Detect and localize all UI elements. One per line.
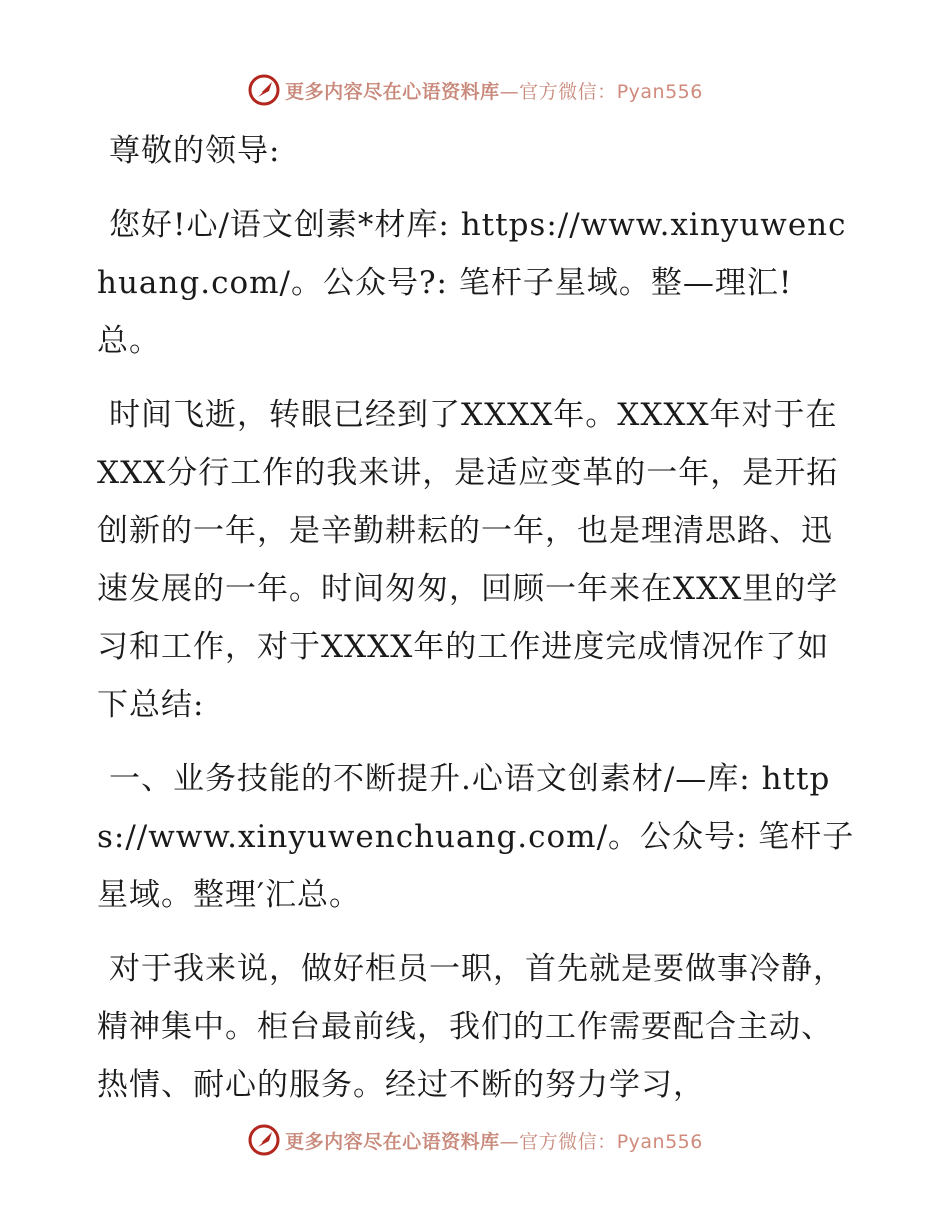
greeting-paragraph: 您好!心/语文创素*材库: https://www.xinyuwenchuang.com/。公众号?: 笔杆子星域。整—理汇! 总。 <box>97 207 847 359</box>
section-heading: 一、业务技能的不断提升.心语文创素材/—库: https://www.xinyuwenchuang.com/。公众号: 笔杆子星域。整理′汇总。 <box>97 761 855 913</box>
banner-wechat-id: Pyan556 <box>616 1130 703 1153</box>
quill-logo-icon <box>247 73 281 107</box>
banner-official: 官方微信： <box>519 1130 617 1153</box>
banner-wechat-id: Pyan556 <box>616 80 703 103</box>
banner-dash: — <box>499 1130 520 1153</box>
banner-brand: 更多内容尽在心语资料库 <box>285 80 500 103</box>
quill-logo-icon <box>247 1123 281 1157</box>
banner-brand: 更多内容尽在心语资料库 <box>285 1130 500 1153</box>
body-paragraph: 对于我来说，做好柜员一职，首先就是要做事冷静，精神集中。柜台最前线，我们的工作需要配合主动、热情、耐心的服务。经过不断的努力学习， <box>97 951 845 1103</box>
banner-dash: — <box>499 80 520 103</box>
banner-text <box>285 77 703 104</box>
banner-official: 官方微信： <box>519 80 617 103</box>
header-banner <box>0 70 950 110</box>
document-body <box>97 122 857 1130</box>
footer-banner <box>0 1120 950 1160</box>
banner-text <box>285 1127 703 1154</box>
salutation: 尊敬的领导: <box>109 133 281 169</box>
intro-paragraph: 时间飞逝，转眼已经到了XXXX年。XXXX年对于在XXX分行工作的我来讲，是适应变革的一年，是开拓创新的一年，是辛勤耕耘的一年，也是理清思路、迅速发展的一年。时间匆匆，回顾一年来在XXX里的学习和工作，对于XXXX年的工作进度完成情况作了如下总结: <box>97 397 839 723</box>
